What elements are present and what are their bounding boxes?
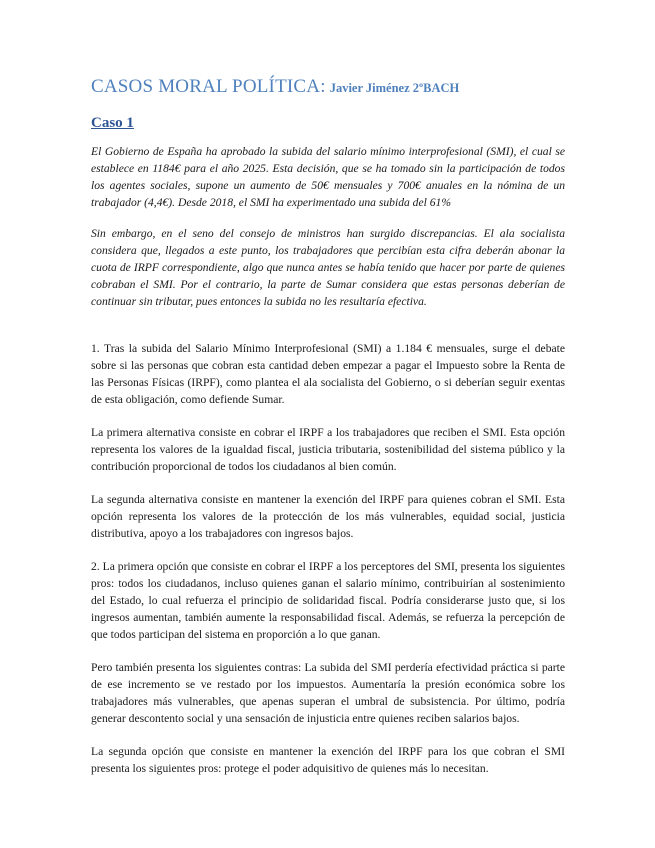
body-paragraph: La segunda opción que consiste en mantener la exención del IRPF para los que cobran el SMI presenta los siguientes pros: protege el poder adquisitivo de quienes más lo necesitan.: [91, 745, 565, 775]
body-paragraph: 1. Tras la subida del Salario Mínimo Interprofesional (SMI) a 1.184 € mensuales, surge el debate sobre si las personas que cobran esta cantidad deben empezar a pagar el Impuesto sobre la Renta de las Personas Físicas (IRPF), como plantea el ala socialista del Gobierno, o si deberían seguir exentas de esta obligación, como defiende Sumar.: [91, 342, 565, 406]
body-paragraph: La primera alternativa consiste en cobrar el IRPF a los trabajadores que reciben el SMI. Esta opción representa los valores de la igualdad fiscal, justicia tributaria, sostenibilidad del sistema público y la contribución proporcional de todos los ciudadanos al bien común.: [91, 426, 565, 473]
body-paragraph: La segunda alternativa consiste en mantener la exención del IRPF para quienes cobran el SMI. Esta opción representa los valores de la protección de los más vulnerables, equidad social, justicia distributiva, apoyo a los trabajadores con ingresos bajos.: [91, 493, 565, 540]
body-paragraph: Pero también presenta los siguientes contras: La subida del SMI perdería efectividad práctica si parte de ese incremento se ve restado por los impuestos. Aumentaría la presión económica sobre los trabajadores más vulnerables, que apenas superan el umbral de subsistencia. Por último, podría generar descontento social y una sensación de injusticia entre quienes reciben salarios bajos.: [91, 661, 565, 725]
intro-paragraph: Sin embargo, en el seno del consejo de ministros han surgido discrepancias. El ala socialista considera que, llegados a este punto, los trabajadores que percibían esta cifra deberán abonar la cuota de IRPF correspondiente, algo que nunca antes se había tenido que hacer por parte de quienes cobraban el SMI. Por el contrario, la parte de Sumar considera que estas personas deberían de continuar sin tributar, pues entonces la subida no les resultaría efectiva.: [91, 227, 565, 308]
case-heading: Caso 1: [91, 115, 134, 131]
body-paragraph: 2. La primera opción que consiste en cobrar el IRPF a los perceptores del SMI, presenta los siguientes pros: todos los ciudadanos, incluso quienes ganan el salario mínimo, contribuirían al sostenimiento del Estado, lo cual refuerza el principio de solidaridad fiscal. Podría considerarse justo que, si los ingresos aumentan, también aumente la responsabilidad fiscal. Además, se refuerza la percepción de que todos participan del sistema en proporción a lo que ganan.: [91, 560, 565, 641]
intro-paragraph: El Gobierno de España ha aprobado la subida del salario mínimo interprofesional (SMI), el cual se establece en 1184€ para el año 2025. Esta decisión, que se ha tomado sin la participación de todos los agentes sociales, supone un aumento de 50€ mensuales y 700€ anuales en la nómina de un trabajador (4,4€). Desde 2018, el SMI ha experimentado una subida del 61%: [91, 145, 565, 209]
case-analysis: [91, 340, 565, 777]
title-text: CASOS MORAL POLÍTICA:: [91, 76, 326, 97]
author-text: Javier Jiménez 2ºBACH: [329, 81, 460, 95]
case-intro: [91, 143, 565, 310]
document-title: [91, 76, 565, 99]
